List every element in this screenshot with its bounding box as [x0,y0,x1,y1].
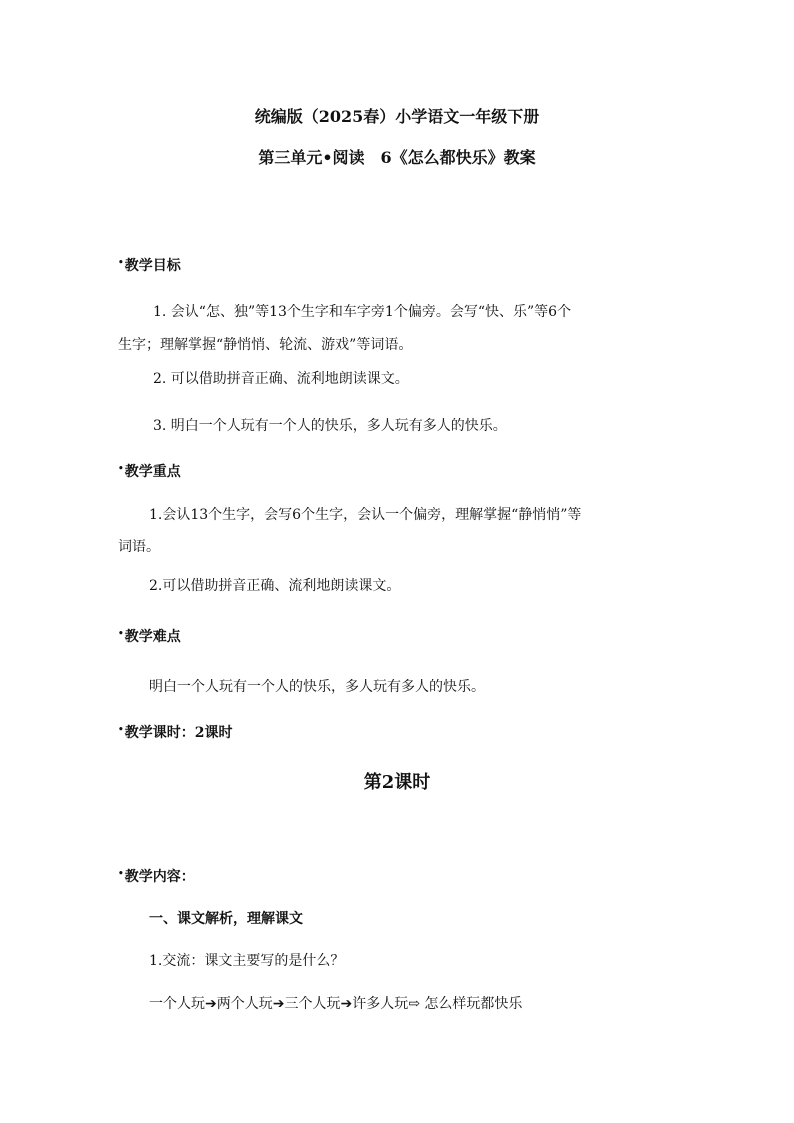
heading-content [118,864,195,887]
goal-item-3: 3. 明白一个人玩有一个人的快乐，多人玩有多人的快乐。 [153,418,507,434]
heading-teaching-goals [118,253,181,276]
key-point-1-line-2: 词语。 [118,539,160,555]
document-title: 统编版（2025春）小学语文一年级下册 [254,107,540,126]
heading-difficulties [118,624,181,647]
heading-text: 教学难点 [124,629,181,645]
heading-key-points [118,459,181,482]
heading-text: 教学课时：2课时 [124,725,233,741]
content-flow: 一个人玩➔两个人玩➔三个人玩➔许多人玩⇨ 怎么样玩都快乐 [149,996,523,1012]
document-subtitle: 第三单元•阅读 6《怎么都快乐》教案 [258,148,536,167]
heading-periods [118,720,233,743]
heading-text: 教学重点 [124,464,181,480]
goal-item-1-line-2: 生字；理解掌握“静悄悄、轮流、游戏”等词语。 [118,337,413,353]
difficulty-text: 明白一个人玩有一个人的快乐，多人玩有多人的快乐。 [149,679,485,695]
goal-item-2: 2. 可以借助拼音正确、流利地朗读课文。 [153,371,409,387]
bullet-mark: • [118,464,124,474]
heading-text: 教学目标 [124,258,181,274]
goal-item-1-line-1: 1. 会认“怎、独”等13个生字和车字旁1个偏旁。会写“快、乐”等6个 [153,304,572,320]
key-point-2: 2.可以借助拼音正确、流利地朗读课文。 [149,578,401,594]
lesson-title: 第2课时 [363,772,431,793]
content-question-1: 1.交流：课文主要写的是什么？ [149,953,345,969]
bullet-mark: • [118,258,124,268]
key-point-1-line-1: 1.会认13个生字，会写6个生字，会认一个偏旁，理解掌握“静悄悄”等 [149,507,582,523]
content-part-1: 一、课文解析，理解课文 [149,911,303,927]
bullet-mark: • [118,725,124,735]
heading-text: 教学内容： [124,869,195,885]
bullet-mark: • [118,629,124,639]
bullet-mark: • [118,869,124,879]
